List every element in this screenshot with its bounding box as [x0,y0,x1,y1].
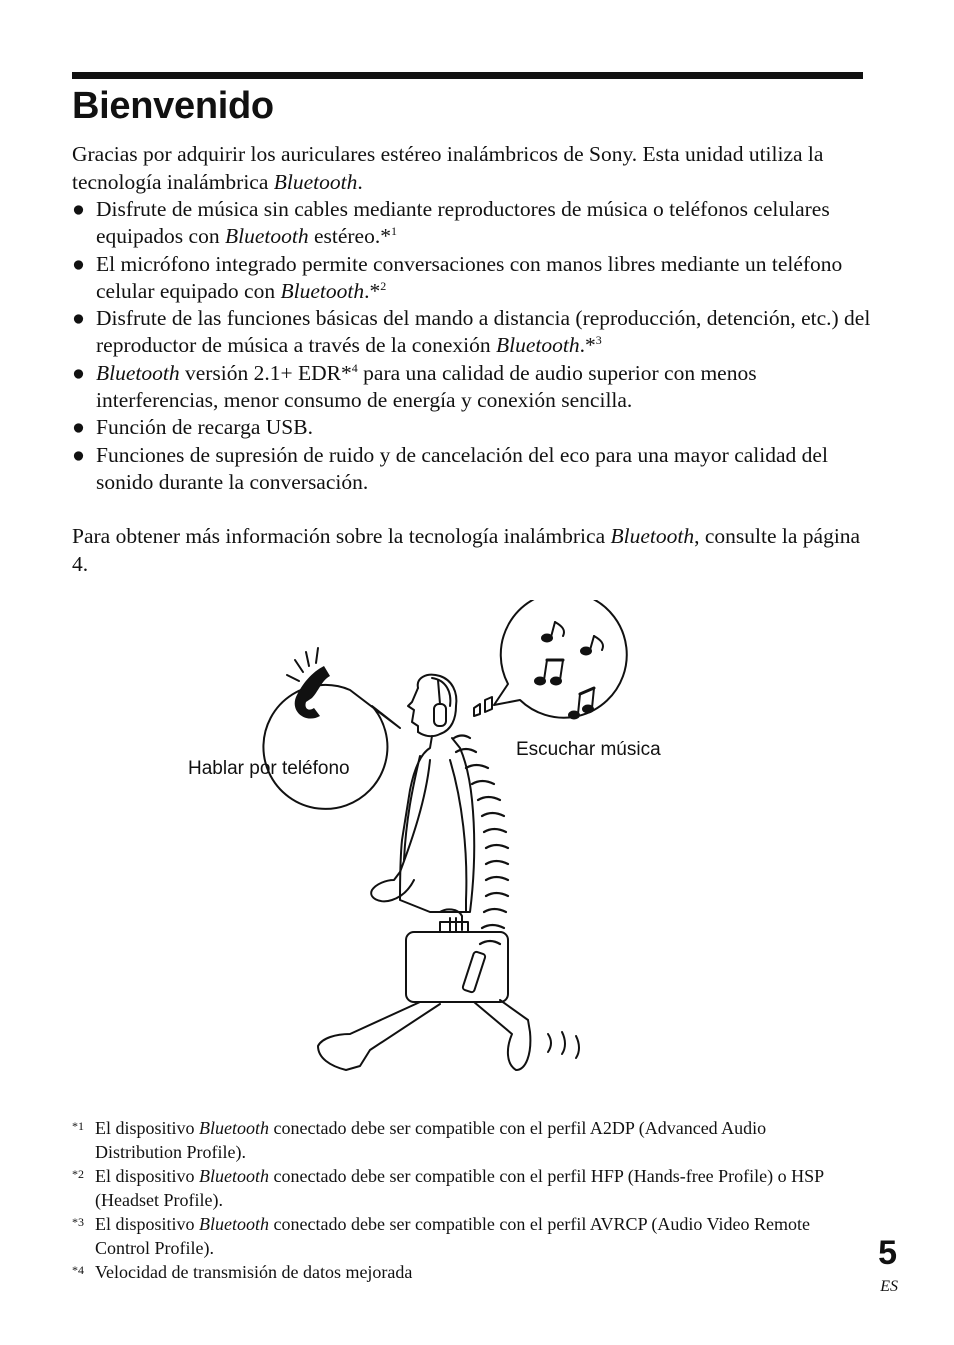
feature-item: ● Función de recarga USB. [72,414,872,441]
footnotes [72,1116,852,1284]
bullet-icon: ● [72,442,85,467]
caption-talk-phone: Hablar por teléfono [188,758,350,779]
feature-item: ● Bluetooth versión 2.1+ EDR*$^4$ para una calidad de audio superior con menos interferencias, menor consumo de energía y conexión sencilla. [72,360,757,413]
intro-text: Gracias por adquirir los auriculares estéreo inalámbricos de Sony. Esta unidad utiliza la tecnología inalámbrica [72,142,824,194]
caption-listen-music: Escuchar música [516,739,661,760]
page-title: Bienvenido [72,85,274,127]
briefcase [406,932,508,1002]
footnote: *3 El dispositivo Bluetooth conectado debe ser compatible con el perfil AVRCP (Audio Video Remote Control Profile). [72,1212,852,1260]
feature-item: ● El micrófono integrado permite conversaciones con manos libres mediante un teléfono celular equipado con Bluetooth.*$^2$ [72,251,843,303]
feature-item: ● Disfrute de las funciones básicas del mando a distancia (reproducción, detención, etc.) del reproductor de música a través de la conexión Bluetooth.*$^3$ [72,306,871,358]
bullet-icon: ● [72,306,85,331]
bluetooth-term: Bluetooth [273,169,358,194]
footnote-mark: *3 [72,1215,84,1229]
footnote-ref: 4 [351,360,358,375]
bullet-icon: ● [72,415,85,440]
phone-call-bubble [263,648,400,809]
bullet-icon: ● [72,251,85,276]
intro-paragraph [72,141,872,196]
feature-item: ● Funciones de supresión de ruido y de cancelación del eco para una mayor calidad del sonido durante la conversación. [72,442,828,494]
footnote-ref: 3 [595,333,602,348]
footnote-mark: *2 [72,1167,84,1181]
title-rule [72,72,863,79]
footnote-ref: 2 [380,278,387,293]
footnote: *2 El dispositivo Bluetooth conectado debe ser compatible con el perfil HFP (Hands-free Profile) o HSP (Headset Profile). [72,1164,852,1212]
feature-item: ● Disfrute de música sin cables mediante reproductores de música o teléfonos celulares equipados con Bluetooth estéreo.*$^1$ [72,197,830,249]
walking-person-illustration [180,600,680,1100]
footnote: *4 Velocidad de transmisión de datos mejorada [72,1260,852,1284]
footnote-ref: 1 [390,224,397,239]
page-number: 5 [878,1234,897,1272]
feature-list [72,196,872,496]
music-bubble [474,600,627,719]
footnote-mark: *4 [72,1263,84,1277]
intro-text-end: . [357,169,363,194]
footnote-mark: *1 [72,1119,84,1133]
bullet-icon: ● [72,360,85,385]
more-info-paragraph: Para obtener más información sobre la tecnología inalámbrica Bluetooth, consulte la página 4. [72,524,861,576]
language-code: ES [880,1278,898,1295]
footnote: *1 El dispositivo Bluetooth conectado debe ser compatible con el perfil A2DP (Advanced Audio Distribution Profile). [72,1116,852,1164]
bullet-icon: ● [72,197,85,221]
